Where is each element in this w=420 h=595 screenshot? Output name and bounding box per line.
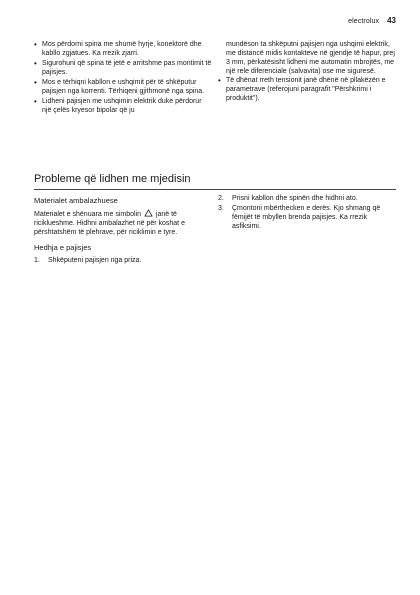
list-item: • Të dhënat rreth tensionit janë dhënë në pllakëzën e parametrave (referojuni paragrafit "Përshkrimi i produktit").: [218, 76, 396, 103]
bottom-left-column: [34, 196, 212, 266]
list-item: • Mos e tërhiqni kabllon e ushqimit për të shkëputur pajisjen nga korrenti. Tërhiqeni gjithmonë nga spina.: [34, 78, 212, 96]
disposal-steps-left: [34, 256, 212, 265]
step-text: Shkëputeni pajisjen nga priza.: [48, 257, 142, 264]
step-number: 3.: [218, 205, 224, 212]
packaging-heading: Materialet ambalazhuese: [34, 196, 118, 205]
disposal-steps-right: [218, 194, 396, 231]
bullet-continuation: mundëson ta shkëputni pajisjen nga ushqimi elektrik, me distancë midis kontakteve në gjendje të hapur, prej 3 mm, përkatësisht lidheni me automatin mbrojtës, me një rele diferenciale (salvavita) ose me siguresë.: [226, 41, 395, 75]
section-divider: [34, 189, 396, 190]
list-item: [34, 256, 212, 265]
step-number: 1.: [34, 257, 40, 264]
step-text: Çmontoni mbërthecken e derës. Kjo shmang që fëmijët të mbyllen brenda pajisjes. Ka rrezik asfiksimi.: [232, 205, 381, 230]
recycle-triangle-icon: [144, 209, 153, 217]
brand-name: electrolux: [348, 18, 380, 25]
step-number: 2.: [218, 195, 224, 202]
voltage-bullet-list: [218, 76, 396, 103]
bottom-right-column: [218, 194, 396, 232]
list-item: • Sigurohuni që spina të jetë e arritshme pas montimit të pajisjes.: [34, 59, 212, 77]
step-text: Prisni kabllon dhe spinën dhe hidhni ato.: [232, 195, 358, 202]
list-item: • Mos përdorni spina me shumë hyrje, konektorë dhe kabllo zgjatues. Ka rrezik zjarri.: [34, 40, 212, 58]
section-title: Probleme që lidhen me mjedisin: [34, 173, 191, 185]
top-right-column: [218, 40, 396, 104]
packaging-paragraph: [34, 209, 212, 237]
list-item: [218, 194, 396, 203]
disposal-heading: Hedhja e pajisjes: [34, 243, 92, 252]
packaging-text-start: Materialet e shënuara me simbolin: [34, 211, 141, 218]
page-header: [348, 16, 396, 25]
top-left-column: [34, 40, 212, 116]
list-item: • Lidheni pajisjen me ushqimin elektrik duke përdorur një çelës kryesor bipolar që ju: [34, 97, 212, 115]
packaging-text-end: janë të riciklueshme. Hidhni ambalazhet në për koshat e përshtatshëm të plehrave, për riciklimin e tyre.: [34, 211, 185, 236]
page-number: 43: [387, 16, 396, 25]
list-item: [218, 204, 396, 231]
safety-bullet-list: [34, 40, 212, 115]
